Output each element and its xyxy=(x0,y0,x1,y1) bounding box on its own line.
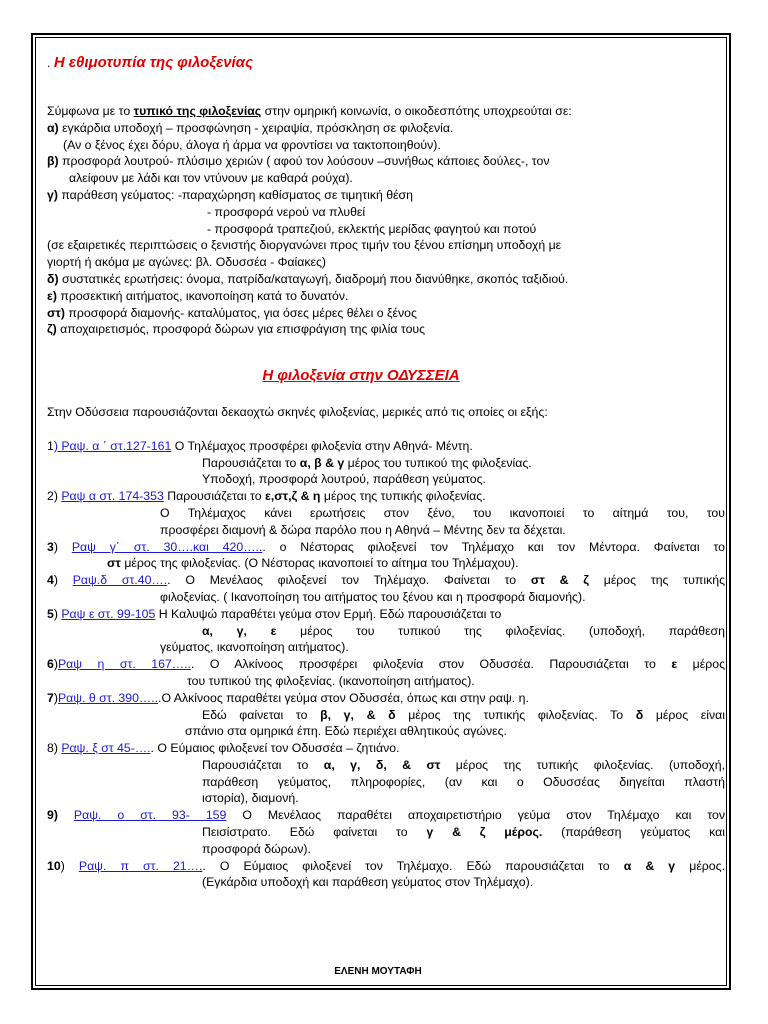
scene-9: 9) Ραψ. ο στ. 93- 159 Ο Μενέλαος παραθέτει αποχαιρετιστήριο γεύμα στον Τηλέμαχο και τον Πεισίστρατο. Εδώ φαίνεται το γ & ζ μέρος. (παράθεση γεύματος και προσφορά δώρων). xyxy=(47,808,725,856)
item-g-note1: (σε εξαιρετικές περιπτώσεις ο ξενιστής διοργανώνει προς τιμήν του ξένου επίσημη υποδοχή με xyxy=(47,238,562,253)
scene-5-link[interactable]: Ραψ ε στ. 99-105 xyxy=(61,606,156,621)
scene-3-link[interactable]: Ραψ γ΄ στ. 30….και 420….. xyxy=(71,539,263,554)
scene-5: 5) Ραψ ε στ. 99-105 Η Καλυψώ παραθέτει γεύμα στον Ερμή. Εδώ παρουσιάζεται το α, γ, ε μέρος του τυπικού της φιλοξενίας. (υποδοχή, παράθεση γεύματος, ικανοποίηση αιτήματος). xyxy=(47,606,725,655)
scene-8: 8) Ραψ. ξ στ 45-….. Ο Εύμαιος φιλοξενεί τον Οδυσσέα – ζητιάνο. Παρουσιάζεται το α, γ, δ, & στ μέρος της τυπικής φιλοξενίας. (υποδοχή, παράθεση γεύματος, πληροφορίες, (αν και ο Οδυσσέας διηγείται πλαστή ιστορία), διαμονή. xyxy=(47,741,725,806)
intro-paragraph: Σύμφωνα με το τυπικό της φιλοξενίας στην ομηρική κοινωνία, ο οικοδεσπότης υποχρεούται σε: xyxy=(47,104,572,118)
document-body xyxy=(47,55,725,891)
item-g-note2: γιορτή ή ακόμα με αγώνες: βλ. Οδυσσέα - Φαίακες) xyxy=(47,255,326,270)
scene-8-link[interactable]: Ραψ. ξ στ 45-…. xyxy=(61,741,151,756)
scene-4-link[interactable]: Ραψ.δ στ.40…. xyxy=(72,573,168,588)
item-e: ε) προσεκτική αιτήματος, ικανοποίηση κατά το δυνατόν. xyxy=(47,288,349,303)
item-z: ζ) αποχαιρετισμός, προσφορά δώρων για επισφράγιση της φιλία τους xyxy=(47,322,426,337)
item-a-note: (Αν ο ξένος έχει δόρυ, άλογα ή άρμα να φροντίσει να τακτοποιηθούν). xyxy=(63,137,441,152)
item-d: δ) συστατικές ερωτήσεις: όνομα, πατρίδα/καταγωγή, διαδρομή που διανύθηκε, σκοπός ταξιδιού. xyxy=(47,271,569,286)
scene-9-link[interactable]: Ραψ. ο στ. 93- 159 xyxy=(73,808,227,823)
scene-1: 1) Ραψ. α ΄ στ.127-161 Ο Τηλέμαχος προσφέρει φιλοξενία στην Αθηνά- Μέντη. Παρουσιάζεται το α, β & γ μέρος του τυπικού της φιλοξενίας. Υποδοχή, προσφορά λουτρού, παράθεση γεύματος. xyxy=(47,438,532,487)
scene-10-link[interactable]: Ραψ. π στ. 21…. xyxy=(78,858,203,873)
scene-7: 7)Ραψ. θ στ. 390…...Ο Αλκίνοος παραθέτει γεύμα στον Οδυσσέα, όπως και στην ραψ. η. Εδώ φαίνεται το β, γ, & δ μέρος της τυπικής φιλοξενίας. Το δ μέρος είναι σπάνιο στα ομηρικά έπη. Εδώ περιέχει αθλητικούς αγώνες. xyxy=(47,690,726,739)
section-title-etiquette: . Η εθιμοτυπία της φιλοξενίας xyxy=(47,54,253,71)
scene-2-link[interactable]: Ραψ α στ. 174-353 xyxy=(61,489,164,504)
scene-3: 3) Ραψ γ΄ στ. 30….και 420…... ο Νέστορας φιλοξενεί τον Τηλέμαχο και τον Μέντορα. Φαίνεται το στ μέρος της φιλοξενίας. (Ο Νέστορας ικανοποιεί το αίτημα του Τηλέμαχου). xyxy=(47,539,726,571)
item-g-sub2: - προσφορά τραπεζιού, εκλεκτής μερίδας φαγητού και ποτού xyxy=(207,221,537,236)
section-title-odyssey: Η φιλοξενία στην ΟΔΥΣΣΕΙΑ xyxy=(262,367,460,385)
key-term: τυπικό της φιλοξενίας xyxy=(133,104,262,118)
scene-6-link[interactable]: Ραψ η στ. 167….. xyxy=(57,657,191,672)
scene-4: 4) Ραψ.δ στ.40….. Ο Μενέλαος φιλοξενεί τον Τηλέμαχο. Φαίνεται το στ & ζ μέρος της τυπικής φιλοξενίας. ( Ικανοποίηση του αιτήματος του ξένου και η προσφορά διαμονής). xyxy=(47,573,725,604)
author-signature: ΕΛΕΝΗ ΜΟΥΤΑΦΗ xyxy=(334,966,422,977)
item-b: β) προσφορά λουτρού- πλύσιμο χεριών ( αφού τον λούσουν –συνήθως κάποιες δούλες-, τον xyxy=(47,154,550,169)
item-g-sub1: - προσφορά νερού να πλυθεί xyxy=(207,204,366,219)
scene-2: 2) Ραψ α στ. 174-353 Παρουσιάζεται το ε,στ,ζ & η μέρος της τυπικής φιλοξενίας. Ο Τηλέμαχος κάνει ερωτήσεις στον ξένο, του ικανοποιεί το αίτημά του, του προσφέρει διαμονή & δώρα παρόλο που η Αθηνά – Μέντης δεν τα δέχεται. xyxy=(47,489,725,537)
scene-6: 6)Ραψ η στ. 167…... Ο Αλκίνοος προσφέρει φιλοξενία στον Οδυσσέα. Παρουσιάζεται το ε μέρος του τυπικού της φιλοξενίας. (ικανοποίηση αιτήματος). xyxy=(47,657,725,688)
scene-1-link[interactable]: ) Ραψ. α ΄ στ.127-161 xyxy=(53,438,172,453)
item-a: α) εγκάρδια υποδοχή – προσφώνηση - χειραψία, πρόσκληση σε φιλοξενία. xyxy=(47,120,454,135)
scene-10: 10) Ραψ. π στ. 21….. Ο Εύμαιος φιλοξενεί τον Τηλέμαχο. Εδώ παρουσιάζεται το α & γ μέρος. (Εγκάρδια υποδοχή και παράθεση γεύματος στον Τηλέμαχο). xyxy=(47,858,725,890)
scene-7-link[interactable]: Ραψ. θ στ. 390….. xyxy=(57,690,159,705)
item-b-cont: αλείφουν με λάδι και τον ντύνουν με καθαρά ρούχα). xyxy=(69,171,353,186)
item-g: γ) παράθεση γεύματος: -παραχώρηση καθίσματος σε τιμητική θέση xyxy=(47,187,413,202)
scenes-intro: Στην Οδύσσεια παρουσιάζονται δεκαοχτώ σκηνές φιλοξενίας, μερικές από τις οποίες οι εξής: xyxy=(47,404,548,419)
item-st: στ) προσφορά διαμονής- καταλύματος, για όσες μέρες θέλει ο ξένος xyxy=(47,305,417,320)
